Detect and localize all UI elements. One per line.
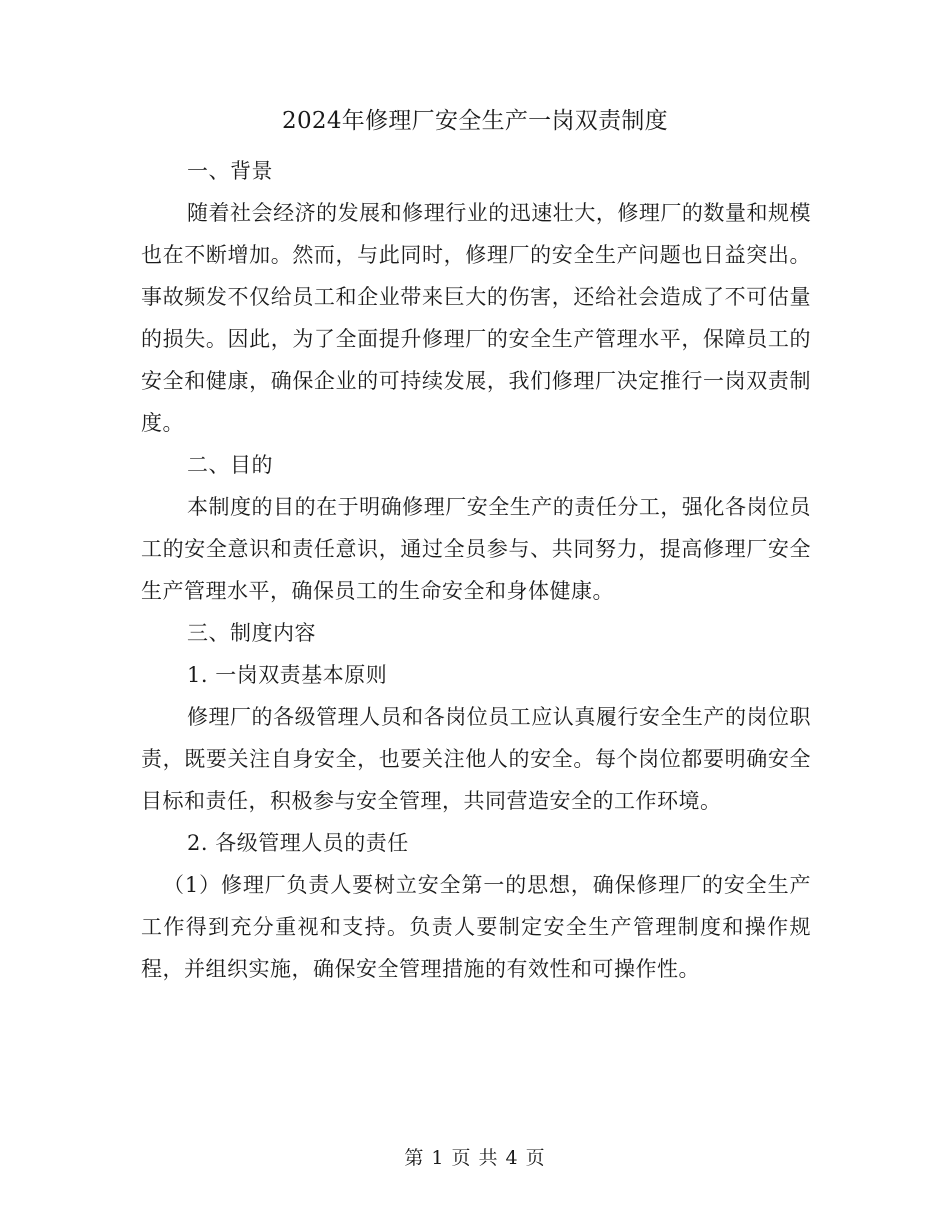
document-title: 2024年修理厂安全生产一岗双责制度: [282, 108, 668, 134]
paragraph-basic-principle: 修理厂的各级管理人员和各岗位员工应认真履行安全生产的岗位职责，既要关注自身安全，也要关注他人的安全。每个岗位都要明确安全目标和责任，积极参与安全管理，共同营造安全的工作环境。: [141, 705, 811, 813]
section-heading-purpose: 二、目的: [187, 453, 273, 477]
paragraph-purpose: 本制度的目的在于明确修理厂安全生产的责任分工，强化各岗位员工的安全意识和责任意识，通过全员参与、共同努力，提高修理厂安全生产管理水平，确保员工的生命安全和身体健康。: [141, 495, 811, 603]
paragraph-background: 随着社会经济的发展和修理行业的迅速壮大，修理厂的数量和规模也在不断增加。然而，与此同时，修理厂的安全生产问题也日益突出。事故频发不仅给员工和企业带来巨大的伤害，还给社会造成了不可估量的损失。因此，为了全面提升修理厂的安全生产管理水平，保障员工的安全和健康，确保企业的可持续发展，我们修理厂决定推行一岗双责制度。: [141, 201, 811, 435]
document-body: [141, 150, 811, 990]
section-heading-content: 三、制度内容: [187, 621, 316, 645]
page-number-footer: 第 1 页 共 4 页: [404, 1147, 546, 1169]
paragraph-manager-responsibility: （1）修理厂负责人要树立安全第一的思想，确保修理厂的安全生产工作得到充分重视和支持。负责人要制定安全生产管理制度和操作规程，并组织实施，确保安全管理措施的有效性和可操作性。: [141, 873, 811, 981]
subheading-basic-principle: 1. 一岗双责基本原则: [187, 663, 388, 687]
subheading-manager-responsibility: 2. 各级管理人员的责任: [187, 831, 409, 855]
section-heading-background: 一、背景: [187, 159, 273, 183]
